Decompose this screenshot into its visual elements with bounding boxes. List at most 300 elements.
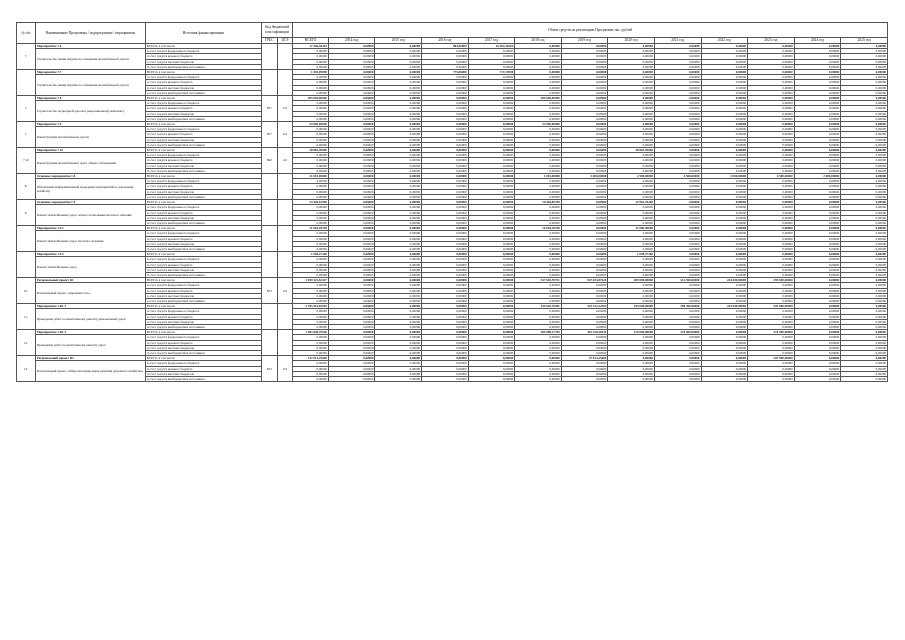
row-value: 0,00000 xyxy=(515,54,562,59)
row-value: 0,00000 xyxy=(608,324,655,329)
row-value: 0,00000 xyxy=(748,226,795,231)
row-value: 17 446,46304 xyxy=(293,44,329,49)
row-value: 0,00000 xyxy=(468,106,515,111)
row-value: 0,00000 xyxy=(375,241,422,246)
row-value: 0,00000 xyxy=(654,283,701,288)
row-value: 0,00000 xyxy=(422,132,469,137)
row-value: 0,00000 xyxy=(561,226,608,231)
row-value: 0,00000 xyxy=(375,293,422,298)
row-value: 0,00000 xyxy=(841,158,888,163)
row-value: 0,00000 xyxy=(515,153,562,158)
row-value: 385 088,27769 xyxy=(515,330,562,335)
row-value: 0,00000 xyxy=(293,106,329,111)
row-value: 0,00000 xyxy=(841,278,888,283)
row-value: 0,00000 xyxy=(375,288,422,293)
row-value: 0,00000 xyxy=(748,257,795,262)
row-value: 0,00000 xyxy=(701,220,748,225)
header-year: 2021 год xyxy=(654,38,701,44)
row-value: 0,00000 xyxy=(654,80,701,85)
row-value: 0,00000 xyxy=(375,304,422,309)
row-value: 0,00000 xyxy=(422,215,469,220)
row-value: 0,00000 xyxy=(748,96,795,101)
row-value: 0,00000 xyxy=(328,319,375,324)
row-value: 0,00000 xyxy=(794,340,841,345)
row-source: за счет средств местных бюджетов xyxy=(145,215,261,220)
row-value: 0,00000 xyxy=(515,241,562,246)
row-value: 0,00000 xyxy=(654,179,701,184)
row-value: 0,00000 xyxy=(841,137,888,142)
row-grbs xyxy=(261,252,277,278)
row-value: 0,00000 xyxy=(701,330,748,335)
row-value: 0,00000 xyxy=(608,272,655,277)
row-value: 0,00000 xyxy=(422,59,469,64)
row-value: 0,00000 xyxy=(468,246,515,251)
row-value: 0,00000 xyxy=(293,132,329,137)
row-value: 0,00000 xyxy=(422,168,469,173)
row-source: за счет средств местных бюджетов xyxy=(145,371,261,376)
row-value: 0,00000 xyxy=(654,314,701,319)
row-value: 0,00000 xyxy=(468,168,515,173)
row-value: 0,00000 xyxy=(748,288,795,293)
row-value: 0,00000 xyxy=(328,205,375,210)
row-value: 0,00000 xyxy=(561,231,608,236)
row-value: 0,00000 xyxy=(794,85,841,90)
row-value: 0,00000 xyxy=(608,356,655,361)
row-value: 0,00000 xyxy=(748,158,795,163)
row-value: 0,00000 xyxy=(561,215,608,220)
row-value: 0,00000 xyxy=(794,189,841,194)
row-value: 0,00000 xyxy=(375,54,422,59)
row-value: 0,00000 xyxy=(561,319,608,324)
row-value: 0,00000 xyxy=(748,85,795,90)
row-tsr: 121 xyxy=(277,96,293,122)
row-value: 38 882,49000 xyxy=(608,148,655,153)
row-value: 0,00000 xyxy=(422,324,469,329)
row-grbs xyxy=(261,44,277,70)
row-value: 0,00000 xyxy=(422,142,469,147)
row-value: 0,00000 xyxy=(654,64,701,69)
table-row xyxy=(17,377,888,382)
row-value: 0,00000 xyxy=(328,283,375,288)
row-value: 0,00000 xyxy=(748,366,795,371)
row-value: 0,00000 xyxy=(515,267,562,272)
row-value: 0,00000 xyxy=(841,122,888,127)
row-value: 0,00000 xyxy=(515,231,562,236)
row-value: 4 500,00000 xyxy=(701,174,748,179)
row-value: 1 983 648,79546 xyxy=(293,330,329,335)
row-value: 0,00000 xyxy=(701,298,748,303)
row-value: 0,00000 xyxy=(422,85,469,90)
row-source: за счет средств внебюджетных источников xyxy=(145,377,261,382)
row-value: 0,00000 xyxy=(293,267,329,272)
row-value: 0,00000 xyxy=(654,116,701,121)
row-value: 0,00000 xyxy=(654,288,701,293)
row-value: 0,00000 xyxy=(841,366,888,371)
row-source: ВСЕГО, в том числе: xyxy=(145,330,261,335)
row-value: 0,00000 xyxy=(422,106,469,111)
row-value: 0,00000 xyxy=(468,148,515,153)
row-value: 0,00000 xyxy=(701,49,748,54)
row-value: 1 690,27260 xyxy=(608,252,655,257)
row-value: 0,00000 xyxy=(654,142,701,147)
row-value: 0,00000 xyxy=(468,350,515,355)
row-value: 0,00000 xyxy=(654,49,701,54)
row-value: 0,00000 xyxy=(515,293,562,298)
row-value: 0,00000 xyxy=(654,111,701,116)
row-value: 0,00000 xyxy=(608,371,655,376)
row-value: 0,00000 xyxy=(841,215,888,220)
row-value: 0,00000 xyxy=(561,132,608,137)
row-value: 0,00000 xyxy=(794,252,841,257)
row-value: 0,00000 xyxy=(561,340,608,345)
row-value: 0,00000 xyxy=(375,205,422,210)
row-value: 0,00000 xyxy=(375,377,422,382)
row-value: 0,00000 xyxy=(748,200,795,205)
row-value: 0,00000 xyxy=(748,377,795,382)
row-value: 0,00000 xyxy=(293,194,329,199)
row-value: 0,00000 xyxy=(608,309,655,314)
row-value: 0,00000 xyxy=(468,298,515,303)
row-value: 0,00000 xyxy=(841,262,888,267)
row-value: 0,00000 xyxy=(701,210,748,215)
row-value: 0,00000 xyxy=(794,314,841,319)
row-value: 0,00000 xyxy=(748,210,795,215)
row-value: 0,00000 xyxy=(468,293,515,298)
row-value: 0,00000 xyxy=(293,350,329,355)
row-value: 0,00000 xyxy=(748,64,795,69)
row-value: 0,00000 xyxy=(468,215,515,220)
row-desc: Региональный проект «Общесистемные меры развития дорожного хозяйства» xyxy=(35,361,145,382)
row-value: 0,00000 xyxy=(701,366,748,371)
row-grbs: 857 xyxy=(261,96,277,122)
row-value: 0,00000 xyxy=(841,314,888,319)
row-value: 0,00000 xyxy=(422,283,469,288)
row-value: 0,00000 xyxy=(293,345,329,350)
row-value: 385 650,00000 xyxy=(515,96,562,101)
row-value: 0,00000 xyxy=(701,335,748,340)
row-value: 0,00000 xyxy=(468,340,515,345)
row-value: 0,00000 xyxy=(293,116,329,121)
row-value: 0,00000 xyxy=(515,158,562,163)
row-value: 0,00000 xyxy=(328,361,375,366)
row-source: за счет средств внебюджетных источников xyxy=(145,298,261,303)
row-value: 0,00000 xyxy=(561,345,608,350)
row-value: 0,00000 xyxy=(841,179,888,184)
row-value: 0,00000 xyxy=(794,49,841,54)
row-value: 0,00000 xyxy=(794,111,841,116)
header-name: Наименование Программы / подпрограммы / мероприятия xyxy=(35,23,145,44)
row-value: 0,00000 xyxy=(841,64,888,69)
row-title: Мероприятие 1.R1.1 xyxy=(35,304,145,309)
row-value: 0,00000 xyxy=(841,90,888,95)
row-value: 0,00000 xyxy=(748,220,795,225)
row-value: 270 000,00000 xyxy=(654,330,701,335)
row-value: 0,00000 xyxy=(701,111,748,116)
row-value: 1 001,00000 xyxy=(515,174,562,179)
row-source: за счет средств краевого бюджета xyxy=(145,340,261,345)
row-value: 0,00000 xyxy=(328,101,375,106)
row-value: 0,00000 xyxy=(748,189,795,194)
row-source: за счет средств краевого бюджета xyxy=(145,262,261,267)
row-value: 0,00000 xyxy=(468,257,515,262)
row-desc: Строительство линии наружного освещения автомобильной дороги xyxy=(35,75,145,96)
row-value: 0,00000 xyxy=(654,246,701,251)
row-value: 0,00000 xyxy=(654,324,701,329)
row-value: 0,00000 xyxy=(468,179,515,184)
row-grbs xyxy=(261,330,277,356)
row-value: 0,00000 xyxy=(701,293,748,298)
row-value: 0,00000 xyxy=(701,70,748,75)
row-value: 0,00000 xyxy=(701,231,748,236)
row-value: 0,00000 xyxy=(654,226,701,231)
row-tsr xyxy=(277,304,293,330)
row-value: 0,00000 xyxy=(375,340,422,345)
row-value: 0,00000 xyxy=(375,283,422,288)
row-value: 0,00000 xyxy=(375,335,422,340)
row-value: 0,00000 xyxy=(748,252,795,257)
row-value: 0,00000 xyxy=(293,272,329,277)
row-value: 0,00000 xyxy=(794,90,841,95)
row-value: 0,00000 xyxy=(654,272,701,277)
row-value: 0,00000 xyxy=(748,179,795,184)
row-value: 0,00000 xyxy=(608,111,655,116)
row-value: 0,00000 xyxy=(701,90,748,95)
row-value: 232 914,25000 xyxy=(293,356,329,361)
row-value: 0,00000 xyxy=(794,137,841,142)
row-num: 13. xyxy=(17,356,36,382)
row-value: 0,00000 xyxy=(701,142,748,147)
row-value: 0,00000 xyxy=(748,371,795,376)
row-value: 0,00000 xyxy=(561,116,608,121)
row-value: 0,00000 xyxy=(328,340,375,345)
row-value: 0,00000 xyxy=(841,304,888,309)
row-source: за счет средств федерального бюджета xyxy=(145,153,261,158)
row-value: 0,00000 xyxy=(293,189,329,194)
row-value: 0,00000 xyxy=(328,288,375,293)
row-value: 0,00000 xyxy=(328,298,375,303)
row-value: 0,00000 xyxy=(701,371,748,376)
row-num: 9. xyxy=(17,200,36,226)
row-value: 0,00000 xyxy=(701,314,748,319)
row-value: 0,00000 xyxy=(375,361,422,366)
row-value: 0,00000 xyxy=(748,361,795,366)
row-value: 0,00000 xyxy=(328,330,375,335)
row-value: 0,00000 xyxy=(375,371,422,376)
row-value: 0,00000 xyxy=(422,236,469,241)
row-value: 0,00000 xyxy=(561,236,608,241)
row-value: 0,00000 xyxy=(422,335,469,340)
row-value: 2 500,00000 xyxy=(608,174,655,179)
row-value: 0,00000 xyxy=(328,96,375,101)
row-value: 0,00000 xyxy=(293,127,329,132)
row-value: 0,00000 xyxy=(422,179,469,184)
row-value: 0,00000 xyxy=(328,174,375,179)
row-value: 0,00000 xyxy=(468,335,515,340)
row-value: 0,00000 xyxy=(701,215,748,220)
row-value: 0,00000 xyxy=(841,340,888,345)
row-value: 0,00000 xyxy=(841,319,888,324)
row-source: за счет средств внебюджетных источников xyxy=(145,194,261,199)
row-value: 0,00000 xyxy=(794,246,841,251)
row-value: 0,00000 xyxy=(328,257,375,262)
row-value: 0,00000 xyxy=(608,350,655,355)
row-value: 0,00000 xyxy=(794,132,841,137)
row-value: 0,00000 xyxy=(515,361,562,366)
row-value: 0,00000 xyxy=(375,122,422,127)
row-value: 0,00000 xyxy=(328,127,375,132)
row-desc: Строительство линии наружного освещения автомобильной дороги xyxy=(35,49,145,70)
row-value: 0,00000 xyxy=(468,116,515,121)
row-value: 0,00000 xyxy=(608,236,655,241)
row-value: 0,00000 xyxy=(701,137,748,142)
row-value: 0,00000 xyxy=(608,80,655,85)
row-value: 0,00000 xyxy=(375,330,422,335)
row-value: 445 618,70381 xyxy=(515,304,562,309)
row-value: 0,00000 xyxy=(468,309,515,314)
row-value: 0,00000 xyxy=(608,70,655,75)
row-value: 0,00000 xyxy=(841,174,888,179)
row-value: 0,00000 xyxy=(608,288,655,293)
row-value: 0,00000 xyxy=(748,90,795,95)
row-value: 0,00000 xyxy=(422,116,469,121)
row-value: 0,00000 xyxy=(422,80,469,85)
row-tsr xyxy=(277,252,293,278)
row-value: 0,00000 xyxy=(468,205,515,210)
row-tsr xyxy=(277,226,293,252)
row-value: 0,00000 xyxy=(422,293,469,298)
row-value: 0,00000 xyxy=(515,85,562,90)
header-year: 2023 год xyxy=(748,38,795,44)
row-value: 0,00000 xyxy=(748,80,795,85)
row-value: 0,00000 xyxy=(422,361,469,366)
row-value: 0,00000 xyxy=(608,49,655,54)
row-num: 7.10 xyxy=(17,148,36,174)
row-value: 0,00000 xyxy=(841,142,888,147)
row-value: 0,00000 xyxy=(608,137,655,142)
row-value: 270 000,00000 xyxy=(748,330,795,335)
row-value: 0,00000 xyxy=(561,179,608,184)
row-value: 0,00000 xyxy=(515,59,562,64)
row-value: 0,00000 xyxy=(841,236,888,241)
row-desc: Ремонт автомобильных дорог общего пользования местного значения xyxy=(35,205,145,226)
row-value: 0,00000 xyxy=(748,350,795,355)
row-value: 0,00000 xyxy=(375,189,422,194)
row-value: 0,00000 xyxy=(841,226,888,231)
row-value: 0,00000 xyxy=(375,257,422,262)
row-value: 0,00000 xyxy=(515,116,562,121)
row-value: 0,00000 xyxy=(375,64,422,69)
row-value: 0,00000 xyxy=(422,96,469,101)
row-value: 2 000,00000 xyxy=(794,174,841,179)
row-value: 0,00000 xyxy=(608,179,655,184)
row-value: 0,00000 xyxy=(794,231,841,236)
row-value: 0,00000 xyxy=(701,377,748,382)
row-desc: Обеспечение информационной поддержки мероприятий по дорожному хозяйству xyxy=(35,179,145,200)
row-value: 0,00000 xyxy=(748,345,795,350)
row-value: 0,00000 xyxy=(293,361,329,366)
row-value: 0,00000 xyxy=(748,262,795,267)
row-value: 0,00000 xyxy=(608,298,655,303)
row-value: 0,00000 xyxy=(515,236,562,241)
row-value: 0,00000 xyxy=(422,377,469,382)
row-value: 0,00000 xyxy=(561,194,608,199)
row-value: 0,00000 xyxy=(561,59,608,64)
row-value: 0,00000 xyxy=(561,288,608,293)
row-grbs: 853 xyxy=(261,278,277,304)
row-value: 0,00000 xyxy=(561,158,608,163)
row-value: 0,00000 xyxy=(375,70,422,75)
row-value: 0,00000 xyxy=(794,148,841,153)
row-value: 0,00000 xyxy=(608,132,655,137)
row-source: ВСЕГО, в том числе: xyxy=(145,278,261,283)
row-value: 0,00000 xyxy=(608,153,655,158)
row-value: 0,00000 xyxy=(468,111,515,116)
row-value: 0,00000 xyxy=(608,64,655,69)
row-value: 0,00000 xyxy=(375,246,422,251)
row-value: 0,00000 xyxy=(468,153,515,158)
row-value: 0,00000 xyxy=(654,377,701,382)
row-value: 0,00000 xyxy=(701,345,748,350)
row-source: за счет средств внебюджетных источников xyxy=(145,142,261,147)
row-source: за счет средств краевого бюджета xyxy=(145,210,261,215)
row-value: 0,00000 xyxy=(654,44,701,49)
row-value: 0,00000 xyxy=(748,324,795,329)
row-source: за счет средств краевого бюджета xyxy=(145,158,261,163)
row-grbs xyxy=(261,304,277,330)
row-value: 0,00000 xyxy=(748,231,795,236)
row-source: за счет средств местных бюджетов xyxy=(145,293,261,298)
row-value: 0,00000 xyxy=(654,340,701,345)
header-year: 2015 год xyxy=(375,38,422,44)
row-value: 0,00000 xyxy=(841,241,888,246)
row-value: 0,00000 xyxy=(328,148,375,153)
header-num: № п/п xyxy=(17,23,36,44)
row-value: 38 882,49000 xyxy=(293,148,329,153)
row-value: 0,00000 xyxy=(841,163,888,168)
row-value: 0,00000 xyxy=(422,272,469,277)
row-value: 0,00000 xyxy=(468,236,515,241)
row-value: 0,00000 xyxy=(561,220,608,225)
row-value: 0,00000 xyxy=(608,267,655,272)
row-value: 0,00000 xyxy=(515,194,562,199)
row-value: 0,00000 xyxy=(328,262,375,267)
row-value: 0,00000 xyxy=(515,350,562,355)
row-grbs: 853 xyxy=(261,356,277,382)
row-desc: Ремонт автомобильных дорог местного значения xyxy=(35,231,145,252)
row-source: за счет средств федерального бюджета xyxy=(145,49,261,54)
row-value: 0,00000 xyxy=(468,127,515,132)
row-source: ВСЕГО, в том числе: xyxy=(145,174,261,179)
row-title: Основное мероприятие 1.9 xyxy=(35,200,145,205)
row-value: 0,00000 xyxy=(515,319,562,324)
row-source: за счет средств местных бюджетов xyxy=(145,345,261,350)
row-value: 1 690,27260 xyxy=(293,252,329,257)
row-value: 0,00000 xyxy=(701,179,748,184)
row-value: 0,00000 xyxy=(608,293,655,298)
row-value: 0,00000 xyxy=(293,314,329,319)
row-value: 0,00000 xyxy=(701,96,748,101)
row-value: 0,00000 xyxy=(468,330,515,335)
header-source: Источник финансирования xyxy=(145,23,261,44)
row-desc: Проведение работ по капитальному ремонту дорог xyxy=(35,335,145,356)
row-value: 0,00000 xyxy=(293,205,329,210)
row-tsr: 121 xyxy=(277,278,293,304)
row-value: 0,00000 xyxy=(515,371,562,376)
row-value: 0,00000 xyxy=(841,356,888,361)
row-value: 0,00000 xyxy=(375,158,422,163)
row-value: 0,00000 xyxy=(328,236,375,241)
row-source: ВСЕГО, в том числе: xyxy=(145,356,261,361)
